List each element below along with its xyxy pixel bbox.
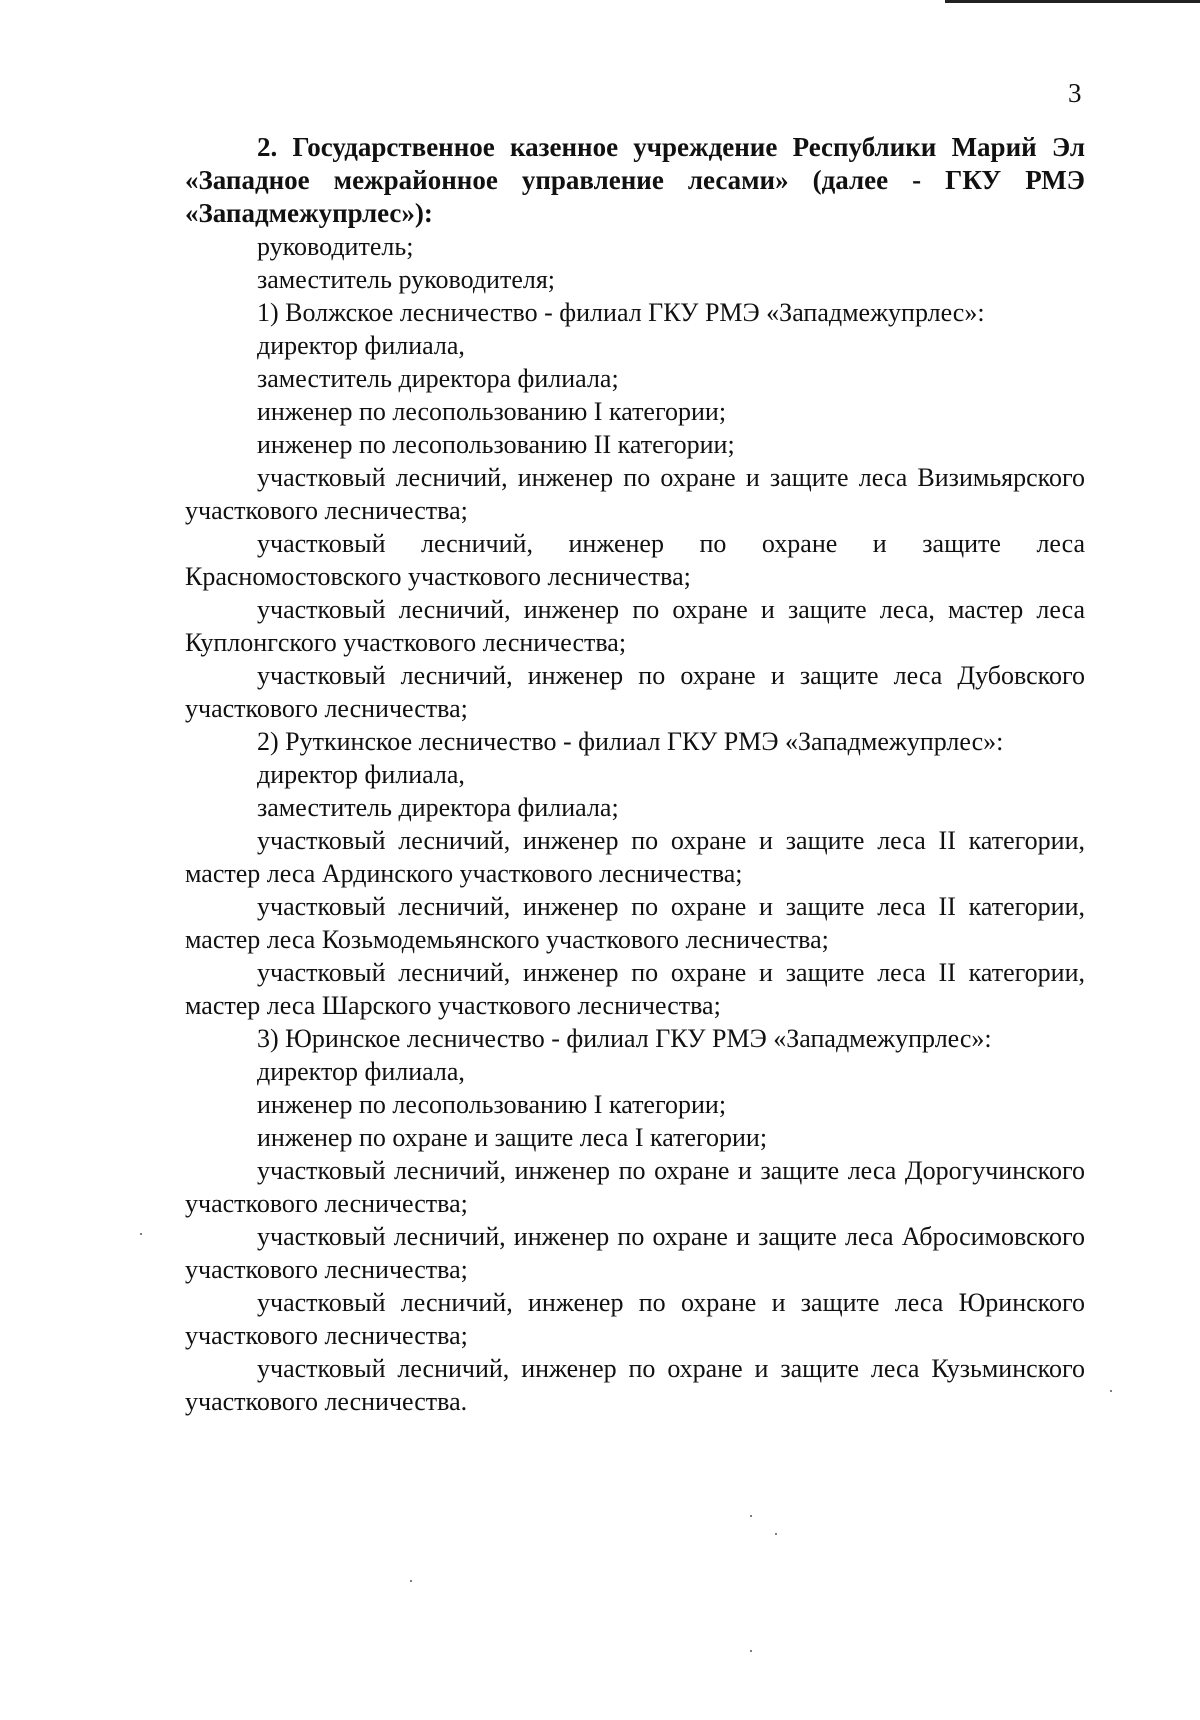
section-heading: 2. Государственное казенное учреждение Республики Марий Эл «Западное межрайонное управление лесами» (далее - ГКУ РМЭ «Западмежупрлес»): — [185, 132, 1085, 228]
list-item: участковый лесничий, инженер по охране и защите леса Визимьярского участкового лесничества; — [185, 463, 1085, 525]
list-item: инженер по охране и защите леса I категории; — [257, 1123, 768, 1152]
list-item: участковый лесничий, инженер по охране и защите леса Красномостовского участкового лесничества; — [185, 529, 1085, 591]
list-item: участковый лесничий, инженер по охране и защите леса Юринского участкового лесничества; — [185, 1288, 1085, 1350]
document-body — [185, 131, 1085, 1418]
scan-speck — [775, 1533, 777, 1535]
list-item: участковый лесничий, инженер по охране и защите леса Дорогучинского участкового лесничества; — [185, 1156, 1085, 1218]
list-item: заместитель руководителя; — [257, 265, 556, 294]
list-item: участковый лесничий, инженер по охране и защите леса Кузьминского участкового лесничества. — [185, 1354, 1085, 1416]
list-item: директор филиала, — [257, 1057, 465, 1086]
scan-speck — [1110, 1390, 1112, 1392]
list-item: участковый лесничий, инженер по охране и защите леса II категории, мастер леса Шарского участкового лесничества; — [185, 958, 1085, 1020]
branch-heading: 2) Руткинское лесничество - филиал ГКУ РМЭ «Западмежупрлес»: — [257, 727, 1004, 756]
branch-heading: 1) Волжское лесничество - филиал ГКУ РМЭ «Западмежупрлес»: — [257, 298, 985, 327]
scan-speck — [750, 1515, 752, 1517]
list-item: заместитель директора филиала; — [257, 364, 619, 393]
page-number: 3 — [1068, 78, 1082, 108]
list-item: директор филиала, — [257, 760, 465, 789]
list-item: директор филиала, — [257, 331, 465, 360]
scan-speck — [750, 1650, 752, 1652]
list-item: инженер по лесопользованию I категории; — [257, 397, 727, 426]
scan-speck — [140, 1233, 142, 1235]
list-item: руководитель; — [257, 232, 414, 261]
list-item: участковый лесничий, инженер по охране и защите леса Абросимовского участкового лесничества; — [185, 1222, 1085, 1284]
list-item: участковый лесничий, инженер по охране и защите леса II категории, мастер леса Ардинского участкового лесничества; — [185, 826, 1085, 888]
list-item: участковый лесничий, инженер по охране и защите леса II категории, мастер леса Козьмодемьянского участкового лесничества; — [185, 892, 1085, 954]
list-item: участковый лесничий, инженер по охране и защите леса Дубовского участкового лесничества; — [185, 661, 1085, 723]
branch-heading: 3) Юринское лесничество - филиал ГКУ РМЭ «Западмежупрлес»: — [257, 1024, 992, 1053]
list-item: заместитель директора филиала; — [257, 793, 619, 822]
list-item: участковый лесничий, инженер по охране и защите леса, мастер леса Куплонгского участкового лесничества; — [185, 595, 1085, 657]
list-item: инженер по лесопользованию I категории; — [257, 1090, 727, 1119]
scan-speck — [410, 1580, 412, 1582]
scan-edge-line — [945, 0, 1200, 3]
list-item: инженер по лесопользованию II категории; — [257, 430, 735, 459]
